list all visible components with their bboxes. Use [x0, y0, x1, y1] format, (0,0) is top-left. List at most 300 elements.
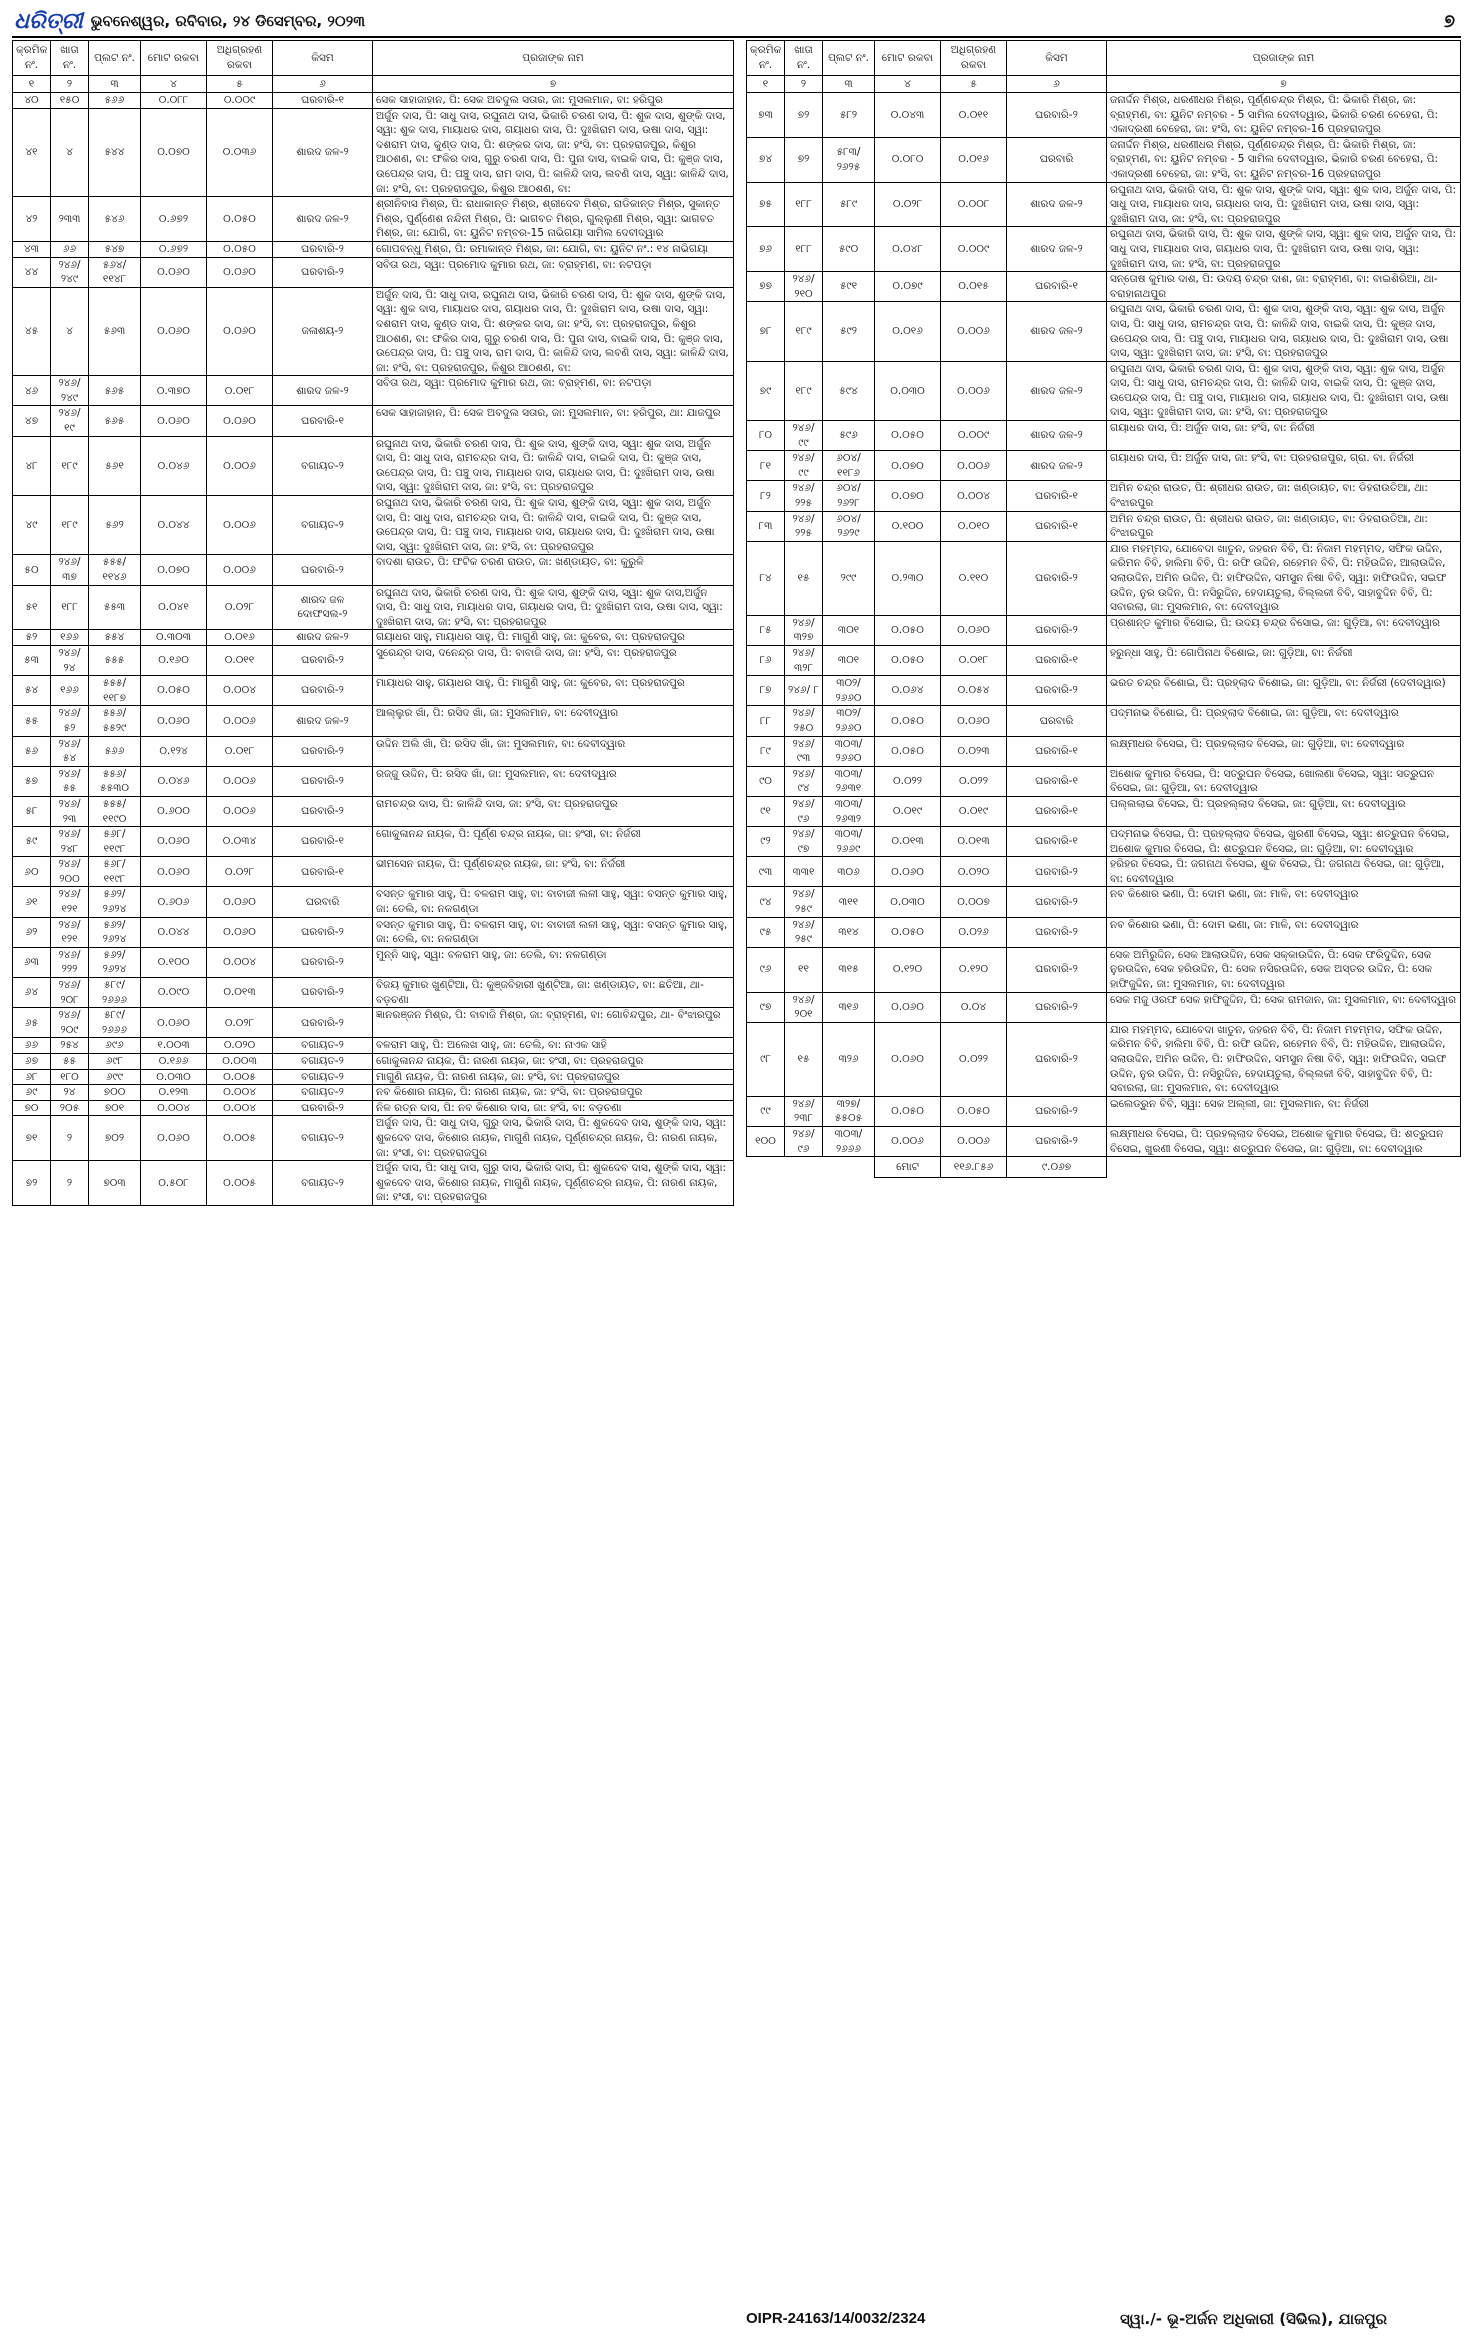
owner-name-cell: ଯାର ମହମ୍ମଦ, ଯୋବେଦା ଖାତୁନ, ଜହରନ ବିବି, ପି: ନିଜାମ ମହମ୍ମଦ, ସଫିକ ଉଦ୍ଦିନ, କରିମନ ବିବି, ହାଲିମା ବିବି, ପି: ରଫି ଉଦ୍ଦିନ, ରହେମନ ବିବି, ପି: ମହିଉଦ୍ଦିନ, ଆଲାଉଦ୍ଦିନ, ସଲାଉଦ୍ଦିନ, ଅମିନ ଉଦ୍ଦିନ, ପି: ହାଫିଉଦ୍ଦିନ, ସମସୁନ ନିଷା ବିବି, ସ୍ୱା: ହାଫିଉଦ୍ଦିନ, ସଇଫ ଉଦ୍ଦିନ, ନୁର ଉଦ୍ଦିନ, ପି: ନସିରୁଦ୍ଦିନ, ହେଦାୟତୁଲା, ବିଲ୍ଲକୀ ବିବି, ସାହାବୁଦ୍ଦିନ ବିବି, ପି: ସବାରଲା, ଜା: ମୁସଲମାନ, ବା: ଦେବୀଦ୍ୱାର: [1107, 541, 1461, 615]
plot-cell: ୫୫୩: [89, 585, 141, 630]
khata-cell: ୨୪୬/ ୨୪: [51, 645, 89, 675]
owner-name-cell: ବଳରାମ ସାହୁ, ପି: ଅଲେଖ ସାହୁ, ଜା: ତେଲି, ବା: ନାଏକ ସାହି: [373, 1038, 734, 1054]
plot-cell: ୫୬୮/ ୧୧୯୮: [89, 857, 141, 887]
table-row: [13, 1069, 734, 1085]
owner-name-cell: ବିଜୟ କୁମାର ଖୁଣ୍ଟିଆ, ପି: କୁଞ୍ଜବିହାରୀ ଖୁଣ୍ଟିଆ, ଜା: ଖଣ୍ଡାୟତ, ବା: ଛତିଆ, ଥା- ବଡ଼ଚଣା: [373, 978, 734, 1008]
owner-name-cell: ହରିହର ବିସେଇ, ପି: ଜଗନାଥ ବିସେଇ, ଶୁକ ବିସେଇ, ପି: ଜଗନାଥ ବିସେଇ, ଜା: ଗୁଡ଼ିଆ, ବା: ଦେବୀଦ୍ୱାର: [1107, 857, 1461, 887]
kisam-cell: ବଗାୟତ-୨: [273, 436, 373, 495]
col-header-khata: ଖାତା ନଂ.: [785, 41, 823, 76]
total-area-cell: ୦.୦୧୯: [875, 796, 941, 826]
plot-cell: ୫୪୭: [89, 241, 141, 257]
kisam-cell: ବଗାୟତ-୨: [273, 1054, 373, 1070]
plot-cell: ୫୮୯: [823, 182, 875, 227]
kisam-cell: ଶାରଦ ଜଳ-୨: [273, 630, 373, 646]
khata-cell: ୨୪୬/ ୧୨୧: [51, 887, 89, 917]
col-header-plot: ପ୍ଲଟ ନଂ.: [89, 41, 141, 76]
plot-cell: ୩୦୨/ ୨୬୬୦: [823, 676, 875, 706]
kisam-cell: ଘରବାରି-୨: [1007, 1096, 1107, 1126]
serial-cell: ୭୦: [13, 1100, 51, 1116]
serial-cell: ୭୭: [747, 272, 785, 302]
acquired-area-cell: ୦.୦୨୮: [207, 585, 273, 630]
acquired-area-cell: ୦.୦୦୬: [941, 451, 1007, 481]
khata-cell: ୨୪୬/ ୫୪: [51, 736, 89, 766]
table-row: [747, 541, 1461, 615]
table-row: [747, 766, 1461, 796]
owner-name-cell: ରଘୁନାଥ ଦାସ, ଭିକାରି ଚରଣ ଦାସ, ପି: ଶୁକ ଦାସ, ଶୁଙ୍କି ଦାସ, ସ୍ୱା: ଶୁକ ଦାସ, ଅର୍ଜୁନ ଦାସ, ପି: ସାଧୁ ଦାସ, ରାମଚନ୍ଦ୍ର ଦାସ, ପି: କାଳିନ୍ଦି ଦାସ, ବାଇକି ଦାସ, ପି: କୁଞ୍ଜ ଦାସ, ଉପେନ୍ଦ୍ର ଦାସ, ପି: ପଞ୍ଚୁ ଦାସ, ମାୟାଧର ଦାସ, ଗୟାଧର ଦାସ, ପି: ଦୁଃଖିରାମ ଦାସ, ଉଷା ଦାସ, ସ୍ୱା: ଦୁଃଖିରାମ ଦାସ, ଜା: ହଂସି, ବା: ପ୍ରହରାଜପୁର: [373, 496, 734, 555]
plot-cell: ୩୧୬: [823, 992, 875, 1022]
owner-name-cell: ସେକ ମଜୁ ଓରଫ ସେକ ହାଫିଜୁଦ୍ଦିନ, ପି: ସେକ ରାମଜାନ, ଜା: ମୁସଲମାନ, ବା: ଦେବୀଦ୍ୱାର: [1107, 992, 1461, 1022]
plot-cell: ୩୨୭/ ୫୫୦୫: [823, 1096, 875, 1126]
total-area-cell: ୦.୦୮୦: [875, 137, 941, 182]
owner-name-cell: ନିଳ ରତ୍ନ ଦାସ, ପି: ନବ କିଶୋର ଦାସ, ଜା: ହଂସି, ବା: ବଡ଼ଚଣା: [373, 1100, 734, 1116]
owner-name-cell: ଉଦ୍ଦିନ ଅଲି ଖାଁ, ପି: ରସିଦ ଖାଁ, ଜା: ମୁସଲମାନ, ବା: ଦେବୀଦ୍ୱାର: [373, 736, 734, 766]
acquired-area-cell: ୦.୦୦୬: [207, 706, 273, 736]
owner-name-cell: ଗୟାଧର ସାହୁ, ମାୟାଧର ସାହୁ, ପି: ମାଗୁଣି ସାହୁ, ଜା: କୁବେର, ବା: ପ୍ରହରାଜପୁର: [373, 630, 734, 646]
plot-cell: ୫୯୧: [823, 272, 875, 302]
total-area-cell: ୦.୦୦୬: [875, 1126, 941, 1156]
owner-name-cell: ଗୟାଧର ଦାସ, ପି: ଅର୍ଜୁନ ଦାସ, ଜା: ହଂସି, ବା: ନିର୍ଜରୀ: [1107, 421, 1461, 451]
kisam-cell: ଶାରଦ ଜଳ-୨: [1007, 421, 1107, 451]
kisam-cell: ଶାରଦ ଜଳ-୨: [1007, 451, 1107, 481]
plot-cell: ୫୯୬: [823, 421, 875, 451]
kisam-cell: ଘରବାରି-୨: [273, 1100, 373, 1116]
kisam-cell: ଘରବାରି-୨: [273, 766, 373, 796]
khata-cell: ୧୫: [785, 541, 823, 615]
serial-cell: ୪୯: [13, 496, 51, 555]
kisam-cell: ଘରବାରି-୨: [273, 917, 373, 947]
serial-cell: ୫୪: [13, 676, 51, 706]
kisam-cell: ଶାରଦ ଜଳ-୨: [273, 376, 373, 406]
owner-name-cell: ଆଲ୍ଲୁର ଖାଁ, ପି: ରସିଦ ଖାଁ, ଜା: ମୁସଲମାନ, ବା: ଦେବୀଦ୍ୱାର: [373, 706, 734, 736]
owner-name-cell: ସେକ ସାହାଜାହାନ, ପି: ସେକ ଅବଦୁଲ ସତାର, ଜା: ମୁସଲମାନ, ବା: ହରିପୁର: [373, 93, 734, 109]
total-area-cell: ୦.୧୨୩: [141, 1085, 207, 1101]
kisam-cell: ଘରବାରି-୧: [273, 827, 373, 857]
owner-name-cell: ଅମିନ ଚନ୍ଦ୍ର ରାଉତ, ପି: ଶ୍ରୀଧର ରାଉତ, ଜା: ଖଣ୍ଡାୟତ, ବା: ଡିହରାଉତିଆ, ଥା: ବିଂଝାରପୁର: [1107, 481, 1461, 511]
owner-name-cell: ମୁନ୍ନି ସାହୁ, ସ୍ୱା: ବଳରାମ ସାହୁ, ଜା: ତେଲି, ବା: ନଳଗଣ୍ଡା: [373, 947, 734, 977]
acquired-area-cell: ୦.୦୧୮: [941, 645, 1007, 675]
owner-name-cell: ମାୟାଧର ସାହୁ, ଗୟାଧର ସାହୁ, ପି: ମାଗୁଣି ସାହୁ, ଜା: କୁବେର, ବା: ପ୍ରହରାଜପୁର: [373, 676, 734, 706]
khata-cell: ୧୫: [785, 1022, 823, 1096]
serial-cell: ୯୧: [747, 796, 785, 826]
owner-name-cell: ଗୋକୁଳାନନ୍ଦ ନାୟକ, ପି: ନାରଣ ନାୟକ, ଜା: ହଂସୀ, ବା: ପ୍ରହରାଜପୁର: [373, 1054, 734, 1070]
khata-cell: ୨୪୬/ ୨୨୫: [785, 481, 823, 511]
kisam-cell: ଘରବାରି-୨: [273, 241, 373, 257]
table-row: [747, 947, 1461, 992]
khata-cell: ୨୪୬/ ୨୫୯: [785, 917, 823, 947]
serial-cell: ୮୯: [747, 736, 785, 766]
serial-cell: ୮୩: [747, 511, 785, 541]
serial-cell: ୮୨: [747, 481, 785, 511]
serial-cell: ୬୮: [13, 1069, 51, 1085]
khata-cell: ୨୪୬/ ୨୦୦: [51, 857, 89, 887]
khata-cell: ୨୪୬/ ୧୯: [51, 406, 89, 436]
plot-cell: ୬୯୬: [89, 1038, 141, 1054]
total-spacer: [747, 1157, 875, 1178]
acquired-area-cell: ୦.୦୫୦: [941, 1096, 1007, 1126]
khata-cell: ୨୩୩: [51, 197, 89, 242]
table-row: [13, 645, 734, 675]
plot-cell: ୫୬୫: [89, 406, 141, 436]
total-label: ମୋଟ: [875, 1157, 941, 1178]
table-row: [747, 857, 1461, 887]
table-row: [747, 1022, 1461, 1096]
total-area-cell: ୦.୦୫୦: [875, 421, 941, 451]
land-table-left: [12, 40, 734, 1206]
owner-name-cell: ଅମିନ ଚନ୍ଦ୍ର ରାଉତ, ପି: ଶ୍ରୀଧର ରାଉତ, ଜା: ଖଣ୍ଡାୟତ, ବା: ଡିହରାଉତିଆ, ଥା: ବିଂଝାରପୁର: [1107, 511, 1461, 541]
plot-cell: ୫୮୯/ ୨୬୬୬: [89, 1008, 141, 1038]
owner-name-cell: ମାଗୁଣି ନାୟକ, ପି: ନାରଣ ନାୟକ, ଜା: ହଂସି, ବା: ପ୍ରହରାଜପୁର: [373, 1069, 734, 1085]
table-row: [13, 766, 734, 796]
serial-cell: ୬୭: [13, 1054, 51, 1070]
kisam-cell: ଶାରଦ ଜଳ-୨: [1007, 227, 1107, 272]
plot-cell: ୩୦୬: [823, 857, 875, 887]
kisam-cell: ବଗାୟତ-୨: [273, 1069, 373, 1085]
kisam-cell: ଘରବାରି-୨: [273, 796, 373, 826]
acquired-area-cell: ୦.୦୦୬: [207, 496, 273, 555]
plot-cell: ୫୬୬: [89, 736, 141, 766]
serial-cell: ୭୩: [747, 93, 785, 138]
kisam-cell: ବଗାୟତ-୨: [273, 1085, 373, 1101]
col-number: ୩: [89, 76, 141, 93]
kisam-cell: ଶାରଦ ଜଳ-୨: [273, 197, 373, 242]
total-area-cell: ୦.୬୦୦: [141, 796, 207, 826]
khata-cell: ୧୮୮: [51, 585, 89, 630]
table-row: [747, 182, 1461, 227]
serial-cell: ୯୫: [747, 917, 785, 947]
acquired-area-cell: ୦.୦୨୦: [941, 857, 1007, 887]
total-area-cell: ୦.୦୫୦: [875, 645, 941, 675]
table-header-row: [13, 41, 734, 76]
acquired-area-cell: ୦.୦୦୬: [941, 302, 1007, 361]
acquired-area-cell: ୦.୦୦୩: [207, 1054, 273, 1070]
plot-cell: ୩୦୧: [823, 615, 875, 645]
khata-cell: ୪: [51, 108, 89, 197]
table-row: [13, 406, 734, 436]
table-row: [13, 947, 734, 977]
kisam-cell: ଶାରଦ ଜଳ-୨: [1007, 361, 1107, 420]
total-area-cell: ୦.୦୪୬: [141, 766, 207, 796]
plot-cell: ୫୬୨/ ୨୬୨୪: [89, 917, 141, 947]
total-area-cell: ୦.୦୮୮: [141, 93, 207, 109]
plot-cell: ୫୬୬: [89, 93, 141, 109]
acquired-area-cell: ୦.୦୦୭: [941, 887, 1007, 917]
kisam-cell: ଘରବାରି-୨: [1007, 917, 1107, 947]
table-row: [747, 645, 1461, 675]
serial-cell: ୫୬: [13, 736, 51, 766]
col-number: ୨: [785, 76, 823, 93]
kisam-cell: ଘରବାରି-୨: [1007, 992, 1107, 1022]
kisam-cell: ଘରବାରି-୨: [273, 645, 373, 675]
owner-name-cell: ରଘୁନାଥ ଦାସ, ଭିକାରି ଚରଣ ଦାସ, ପି: ଶୁକ ଦାସ, ଶୁଙ୍କି ଦାସ, ସ୍ୱା: ଶୁକ ଦାସ, ଅର୍ଜୁନ ଦାସ, ପି: ସାଧୁ ଦାସ, ରାମଚନ୍ଦ୍ର ଦାସ, ପି: କାଳିନ୍ଦି ଦାସ, ବାଇକି ଦାସ, ପି: କୁଞ୍ଜ ଦାସ, ଉପେନ୍ଦ୍ର ଦାସ, ପି: ପଞ୍ଚୁ ଦାସ, ମାୟାଧର ଦାସ, ଗୟାଧର ଦାସ, ପି: ଦୁଃଖିରାମ ଦାସ, ଉଷା ଦାସ, ସ୍ୱା: ଦୁଃଖିରାମ ଦାସ, ଜା: ହଂସି, ବା: ପ୍ରହରାଜପୁର: [1107, 361, 1461, 420]
plot-cell: ୫୮୯/ ୨୬୬୬: [89, 978, 141, 1008]
owner-name-cell: ନବ କିଶୋର ଭଣା, ପି: ଦୋମ ଭଣା, ଜା: ମାଳି, ବା: ଦେବୀଦ୍ୱାର: [1107, 887, 1461, 917]
khata-cell: ୭୨: [785, 93, 823, 138]
khata-cell: ୨୪୬/ ୯୪: [785, 766, 823, 796]
plot-cell: ୫୫୫: [89, 645, 141, 675]
khata-cell: ୨୪୬/ ୧୨୧: [51, 917, 89, 947]
col-number: ୧: [13, 76, 51, 93]
total-area-cell: ୦.୦୦୪: [141, 1100, 207, 1116]
plot-cell: ୩୧୫: [823, 947, 875, 992]
serial-cell: ୫୫: [13, 706, 51, 736]
col-header-acquired-area: ଅଧିଗ୍ରହଣ ରକବା: [207, 41, 273, 76]
plot-cell: ୫୯୦: [823, 227, 875, 272]
table-row: [13, 1100, 734, 1116]
total-area-cell: ୦.୦୪୪: [141, 496, 207, 555]
col-header-total-area: ମୋଟ ରକବା: [141, 41, 207, 76]
owner-name-cell: ଲକ୍ଷ୍ମୀଧର ବିସେଇ, ପି: ପ୍ରହଲ୍ଲାଦ ବିସେଇ, ଜା: ଗୁଡ଼ିଆ, ବା: ଦେବୀଦ୍ୱାର: [1107, 736, 1461, 766]
serial-cell: ୮୬: [747, 645, 785, 675]
total-area-cell: ୦.୦୧୬: [875, 302, 941, 361]
acquired-area-cell: ୦.୦୧୬: [941, 137, 1007, 182]
khata-cell: ୨୪୬/ ୨୦୯: [51, 1008, 89, 1038]
acquired-area-cell: ୦.୦୫୦: [207, 197, 273, 242]
col-number: ୬: [1007, 76, 1107, 93]
total-area-cell: ୦.୦୫୦: [875, 1096, 941, 1126]
khata-cell: ୨୪୬/ ୨୨୨: [51, 947, 89, 977]
table-row: [13, 917, 734, 947]
kisam-cell: ଜଳାଶୟ-୨: [273, 287, 373, 376]
table-row: [747, 615, 1461, 645]
khata-cell: ୨୪୬/ ୮: [785, 676, 823, 706]
acquired-area-cell: ୦.୦୩୬: [207, 108, 273, 197]
owner-name-cell: ଭୀମସେନ ନାୟକ, ପି: ପୂର୍ଣ୍ଣଚନ୍ଦ୍ର ନାୟକ, ଜା: ହଂସି, ବା: ନିର୍ଜରୀ: [373, 857, 734, 887]
col-number: ୪: [141, 76, 207, 93]
total-area-cell: ୦.୧୦୦: [875, 511, 941, 541]
khata-cell: ୨୪୬/ ୨୦୧: [785, 992, 823, 1022]
total-area-cell: ୦.୦୬୪: [875, 676, 941, 706]
owner-name-cell: ରାମଚନ୍ଦ୍ର ଦାସ, ପି: କାଳିନ୍ଦି ଦାସ, ଜା: ହଂସି, ବା: ପ୍ରହରାଜପୁର: [373, 796, 734, 826]
table-body-right: [747, 93, 1461, 1157]
total-area-cell: ୦.୦୬୦: [875, 1022, 941, 1096]
plot-cell: ୫୯୪: [823, 361, 875, 420]
kisam-cell: ଘରବାରି-୧: [1007, 481, 1107, 511]
khata-cell: ୨୪୬/ ୨୩୮: [785, 1096, 823, 1126]
owner-name-cell: ସେକ ସାହାଜାହାନ, ପି: ସେକ ଅବଦୁଲ ସତାର, ଜା: ମୁସଲମାନ, ବା: ହରିପୁର, ଥା: ଯାଜପୁର: [373, 406, 734, 436]
total-area-cell: ୦.୧୨୦: [875, 947, 941, 992]
total-area-cell: ୦.୧୬୦: [141, 645, 207, 675]
col-header-kisam: କିସମ: [1007, 41, 1107, 76]
col-number: ୫: [941, 76, 1007, 93]
col-header-total-area: ମୋଟ ରକବା: [875, 41, 941, 76]
owner-name-cell: ସୁରେନ୍ଦ୍ର ଦାସ, ଦନେନ୍ଦ୍ର ଦାସ, ପି: ବାବାଜି ଦାସ, ଜା: ହଂସି, ବା: ପ୍ରହରାଜପୁର: [373, 645, 734, 675]
acquired-area-cell: ୦.୦୬୦: [941, 615, 1007, 645]
plot-cell: ୫୪୬: [89, 197, 141, 242]
acquired-area-cell: ୦.୦୦୪: [941, 481, 1007, 511]
acquired-area-cell: ୦.୦୫୦: [207, 241, 273, 257]
table-row: [13, 197, 734, 242]
khata-cell: ୧୬୬: [51, 630, 89, 646]
total-area-cell: ୦.୦୪୬: [141, 436, 207, 495]
serial-cell: ୬୩: [13, 947, 51, 977]
serial-cell: ୬୦: [13, 857, 51, 887]
acquired-area-cell: ୦.୦୨୨: [941, 766, 1007, 796]
plot-cell: ୫୬୨/ ୨୬୨୪: [89, 887, 141, 917]
acquired-area-cell: ୦.୦୬୦: [207, 406, 273, 436]
total-area-cell: ୦.୬୭୨: [141, 241, 207, 257]
plot-cell: ୫୪୪: [89, 108, 141, 197]
kisam-cell: ଘରବାରି-୧: [1007, 766, 1107, 796]
serial-cell: ୪୮: [13, 436, 51, 495]
owner-name-cell: ଲକ୍ଷ୍ମୀଧର ବିସେଇ, ପି: ପ୍ରହଲ୍ଲାଦ ବିସେଇ, ଅଶୋକ କୁମାର ବିସେଇ, ପି: ଶତ୍ରୁଘନ ବିସେଇ, ଖୁରଣୀ ବିସେଇ, ସ୍ୱା: ଶତ୍ରୁଘନ ବିସେଇ, ଜା: ଗୁଡ଼ିଆ, ବା: ଦେବୀଦ୍ୱାର: [1107, 1126, 1461, 1156]
owner-name-cell: ଇଲେଡ୍ରୁନ ବିବି, ସ୍ୱା: ସେକ ଅଲ୍ଲୀ, ଜା: ମୁସଲମାନ, ବା: ନିର୍ଜରୀ: [1107, 1096, 1461, 1126]
col-header-kisam: କିସମ: [273, 41, 373, 76]
serial-cell: ୯୩: [747, 857, 785, 887]
acquired-area-cell: ୦.୦୨୬: [941, 917, 1007, 947]
table-row: [747, 137, 1461, 182]
total-area-cell: ୦.୦୭୦: [875, 481, 941, 511]
plot-cell: ୫୮୩/ ୨୬୨୫: [823, 137, 875, 182]
owner-name-cell: ନବ କିଶୋର ଭଣା, ପି: ଦୋମ ଭଣା, ଜା: ମାଳି, ବା: ଦେବୀଦ୍ୱାର: [1107, 917, 1461, 947]
table-row: [13, 857, 734, 887]
table-row: [13, 585, 734, 630]
acquired-area-cell: ୦.୦୨୮: [207, 857, 273, 887]
col-header-khata: ଖାତା ନଂ.: [51, 41, 89, 76]
serial-cell: ୫୩: [13, 645, 51, 675]
kisam-cell: ଘରବାରି-୧: [273, 857, 373, 887]
signature-line: ସ୍ୱା./- ଭୂ-ଅର୍ଜନ ଅଧିକାରୀ (ସିଭିଲ), ଯାଜପୁର: [1120, 2310, 1388, 2328]
table-row: [747, 481, 1461, 511]
serial-cell: ୪୫: [13, 287, 51, 376]
plot-cell: ୩୨୬: [823, 1022, 875, 1096]
khata-cell: ୨୪୬/ ୨୩: [51, 796, 89, 826]
acquired-area-cell: ୦.୦୦୪: [207, 676, 273, 706]
owner-name-cell: ବସନ୍ତ କୁମାର ସାହୁ, ପି: ବଳରାମ ସାହୁ, ବା: ବାବାଜୀ ଲଳୀ ସାହୁ, ସ୍ୱା: ବସନ୍ତ କୁମାର ସାହୁ, ଜା: ତେଲି, ବା: ନଳଗଣ୍ଡା: [373, 887, 734, 917]
table-row: [13, 376, 734, 406]
owner-name-cell: ରଘୁନାଥ ଦାସ, ଭିକାରି ଚରଣ ଦାସ, ପି: ଶୁକ ଦାସ, ଶୁଙ୍କି ଦାସ, ସ୍ୱା: ଶୁକ ଦାସ, ଅର୍ଜୁନ ଦାସ, ପି: ସାଧୁ ଦାସ, ରାମଚନ୍ଦ୍ର ଦାସ, ପି: କାଳିନ୍ଦି ଦାସ, ବାଇକି ଦାସ, ପି: କୁଞ୍ଜ ଦାସ, ଉପେନ୍ଦ୍ର ଦାସ, ପି: ପଞ୍ଚୁ ଦାସ, ମାୟାଧର ଦାସ, ଗୟାଧର ଦାସ, ପି: ଦୁଃଖିରାମ ଦାସ, ଉଷା ଦାସ, ସ୍ୱା: ଦୁଃଖିରାମ ଦାସ, ଜା: ହଂସି, ବା: ପ୍ରହରାଜପୁର: [1107, 302, 1461, 361]
acquired-area-cell: ୦.୦୧୮: [207, 376, 273, 406]
col-number: ୬: [273, 76, 373, 93]
owner-name-cell: ସନ୍ତୋଷ କୁମାର ଦାଶ, ପି: ଉଦୟ ଚନ୍ଦ୍ର ଦାଶ, ଜା: ବ୍ରାହ୍ମଣ, ବା: ବାଇଶିରିଆ, ଥା- ବରାହାନାଥପୁର: [1107, 272, 1461, 302]
kisam-cell: ଘରବାରି-୨: [273, 978, 373, 1008]
total-area-cell: ୦.୬୭୨: [141, 197, 207, 242]
acquired-area-cell: ୦.୦୨୮: [207, 1008, 273, 1038]
col-number: ୩: [823, 76, 875, 93]
total-area-cell: ୦.୦୩୦: [875, 361, 941, 420]
total-area-cell: ୦.୦୯୦: [141, 978, 207, 1008]
serial-cell: ୮୧: [747, 451, 785, 481]
total-area-cell: ୦.୦୨୮: [875, 182, 941, 227]
table-row: [13, 108, 734, 197]
total-area-cell: ୦.୦୫୦: [141, 676, 207, 706]
land-table-right: [746, 40, 1461, 1178]
table-row: [747, 706, 1461, 736]
kisam-cell: ଘରବାରି-୨: [1007, 1126, 1107, 1156]
owner-name-cell: ସବିତା ରଥ, ସ୍ୱା: ପ୍ରମୋଦ କୁମାର ରଥ, ଜା: ବ୍ରାହ୍ମଣ, ବା: ନଟପଡ଼ା: [373, 376, 734, 406]
plot-cell: ୫୬୩: [89, 287, 141, 376]
acquired-area-cell: ୦.୦୬୦: [207, 887, 273, 917]
khata-cell: ୧୧: [785, 947, 823, 992]
table-row: [13, 1085, 734, 1101]
acquired-area-cell: ୦.୦୧୮: [207, 736, 273, 766]
table-row: [747, 421, 1461, 451]
owner-name-cell: ଜନାର୍ଦ୍ଦନ ମିଶ୍ର, ଧରଣୀଧର ମିଶ୍ର, ପୂର୍ଣ୍ଣଚନ୍ଦ୍ର ମିଶ୍ର, ପି: ଭିକାରି ମିଶ୍ର, ଜା: ବ୍ରାହ୍ମଣ, ବା: ୟୁନିଟ ନମ୍ବର - 5 ସାମିଲ ଦେବୀଦ୍ୱାର, ଭିକାରି ଚରଣ ବେହେରା, ପି: ଏକାଦ୍ରଶୀ ବେହେରା, ଜା: ହଂସି, ବା: ୟୁନିଟ ନମ୍ବର-16 ପ୍ରହରାଜପୁର: [1107, 93, 1461, 138]
serial-cell: ୭୮: [747, 302, 785, 361]
col-header-owner-name: ପ୍ରଜାଙ୍କ ନାମ: [373, 41, 734, 76]
khata-cell: ୨୪୬/ ୯୩: [785, 736, 823, 766]
page-header: [12, 6, 1461, 38]
serial-cell: ୫୯: [13, 827, 51, 857]
kisam-cell: ଘରବାରି-୨: [1007, 676, 1107, 706]
serial-cell: ୫୮: [13, 796, 51, 826]
total-area-cell: ୦.୦୬୦: [141, 1008, 207, 1038]
kisam-cell: ଘରବାରି-୧: [1007, 796, 1107, 826]
col-number: ୨: [51, 76, 89, 93]
table-row: [13, 827, 734, 857]
serial-cell: ୫୧: [13, 585, 51, 630]
owner-name-cell: ଅଶୋକ କୁମାର ବିସେଇ, ପି: ସତ୍ରୁଘନ ବିସେଇ, ଖୋଲଣା ବିସେଇ, ସ୍ୱା: ସତ୍ରୁଘନ ବିସେଇ, ଜା: ଗୁଡ଼ିଆ, ବା: ଦେବୀଦ୍ୱାର: [1107, 766, 1461, 796]
total-area-cell: ୦.୦୬୦: [141, 406, 207, 436]
total-area-cell: ୦.୦୬୦: [141, 257, 207, 287]
table-row: [13, 796, 734, 826]
total-area-cell: ୦.୦୬୦: [875, 857, 941, 887]
total-area-cell: ୦.୦୭୦: [875, 451, 941, 481]
serial-cell: ୯୬: [747, 947, 785, 992]
khata-cell: ୧୮୯: [51, 496, 89, 555]
owner-name-cell: ପଦ୍ମନାଭ ବିଶୋଇ, ପି: ପ୍ରହ୍ଲାଦ ବିଶୋଇ, ଜା: ଗୁଡ଼ିଆ, ବା: ଦେବୀଦ୍ୱାର: [1107, 706, 1461, 736]
kisam-cell: ଶାରଦ ଜଳ-୨: [1007, 302, 1107, 361]
khata-cell: ୨୪୬/ ୯୯: [785, 451, 823, 481]
plot-cell: ୭୦୧: [89, 1100, 141, 1116]
table-row: [13, 887, 734, 917]
khata-cell: ୨: [51, 1161, 89, 1206]
acquired-area-cell: ୦.୦୦୪: [207, 1085, 273, 1101]
khata-cell: ୧୮୮: [785, 182, 823, 227]
total-area-cell: ୦.୦୫୦: [875, 706, 941, 736]
total-area-cell: ୦.୦୪୧: [141, 585, 207, 630]
col-header-serial: କ୍ରମିକ ନଂ.: [747, 41, 785, 76]
acquired-area-cell: ୦.୦୩୪: [207, 827, 273, 857]
release-code: OIPR-24163/14/0032/2324: [746, 2310, 926, 2327]
kisam-cell: ଘରବାରି-୨: [1007, 541, 1107, 615]
acquired-area-cell: ୦.୦୧୫: [941, 272, 1007, 302]
kisam-cell: ଘରବାରି-୨: [1007, 857, 1107, 887]
acquired-area-cell: ୦.୦୧୩: [941, 827, 1007, 857]
khata-cell: ୨୫୪: [51, 1038, 89, 1054]
khata-cell: ୧୮୯: [51, 436, 89, 495]
table-row: [13, 706, 734, 736]
khata-cell: ୧୮୮: [785, 227, 823, 272]
serial-cell: ୭୪: [747, 137, 785, 182]
table-row: [13, 93, 734, 109]
serial-cell: ୯୪: [747, 887, 785, 917]
khata-cell: ୨୪୬/ ୯୭: [785, 827, 823, 857]
serial-cell: ୪୩: [13, 241, 51, 257]
col-header-owner-name: ପ୍ରଜାଙ୍କ ନାମ: [1107, 41, 1461, 76]
serial-cell: ୬୬: [13, 1038, 51, 1054]
total-area-cell: ୦.୩୦୩: [141, 630, 207, 646]
acquired-area-cell: ୦.୦୦୬: [207, 766, 273, 796]
khata-cell: ୨୪୬/ ୩୨୭: [785, 615, 823, 645]
total-area-cell: ୦.୦୫୦: [875, 917, 941, 947]
plot-cell: ୩୦୨/ ୨୬୬୦: [823, 706, 875, 736]
table-row: [747, 361, 1461, 420]
serial-cell: ୬୧: [13, 887, 51, 917]
serial-cell: ୭୫: [747, 182, 785, 227]
plot-cell: ୭୦୩: [89, 1161, 141, 1206]
khata-cell: ୨: [51, 1116, 89, 1161]
kisam-cell: ଘରବାରି-୧: [1007, 272, 1107, 302]
khata-cell: ୨୪୬/ ୫୨: [51, 706, 89, 736]
owner-name-cell: ରଘୁନାଥ ଦାସ, ଭିକାରି ଦାସ, ପି: ଶୁକ ଦାସ, ଶୁଙ୍କି ଦାସ, ସ୍ୱା: ଶୁକ ଦାସ, ଅର୍ଜୁନ ଦାସ, ପି: ସାଧୁ ଦାସ, ମାୟାଧର ଦାସ, ଗୟାଧର ଦାସ, ପି: ଦୁଃଖିରାମ ଦାସ, ଉଷା ଦାସ, ସ୍ୱା: ଦୁଃଖିରାମ ଦାସ, ଜା: ହଂସି, ବା: ପ୍ରହରାଜପୁର: [1107, 227, 1461, 272]
table-row: [747, 796, 1461, 826]
acquired-area-cell: ୦.୦୦୬: [207, 555, 273, 585]
plot-cell: ୫୬୮/ ୧୧୯୮: [89, 827, 141, 857]
kisam-cell: ଘରବାରି-୨: [273, 736, 373, 766]
plot-cell: ୩୦୩/ ୨୬୬୯: [823, 827, 875, 857]
kisam-cell: ଘରବାରି-୧: [273, 93, 373, 109]
plot-cell: ୬୯୯: [89, 1069, 141, 1085]
